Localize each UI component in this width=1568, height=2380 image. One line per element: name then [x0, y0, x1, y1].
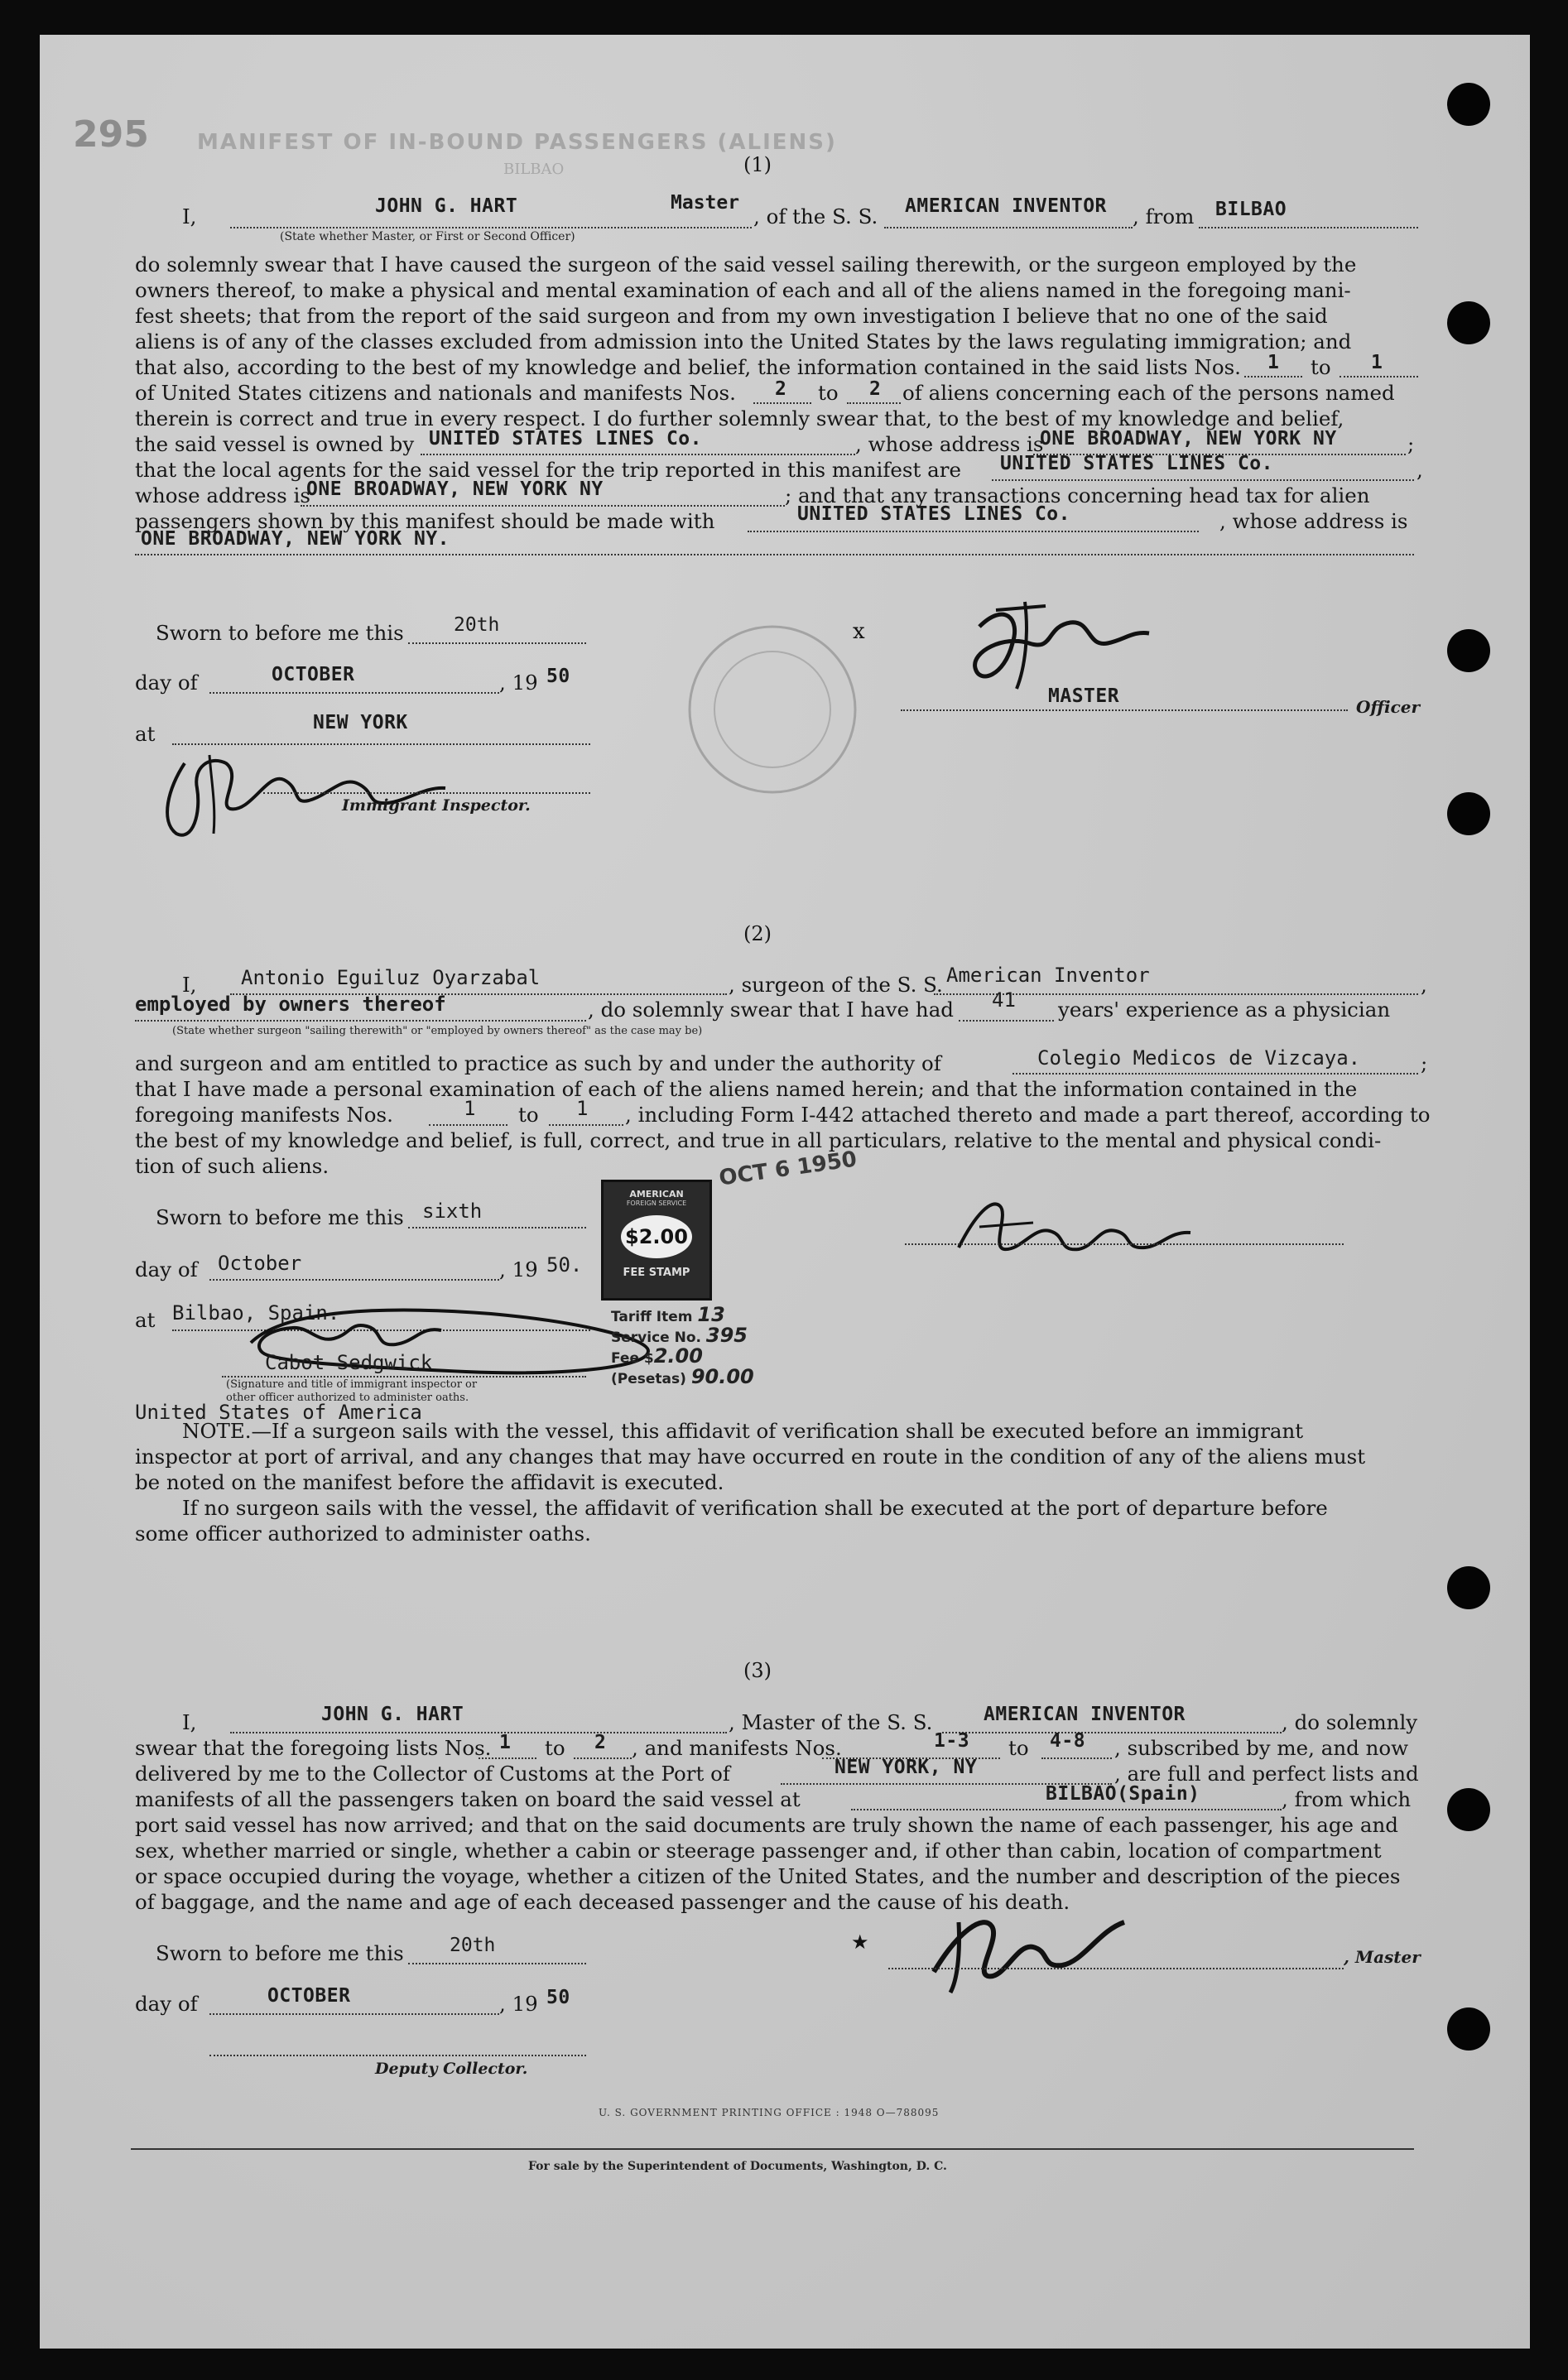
such-line: tion of such aliens. [135, 1154, 329, 1178]
head-tax-address-label: , whose address is [1219, 509, 1408, 533]
section-3-sworn-day: 20th [450, 1935, 496, 1956]
tariff-value: 13 [697, 1303, 725, 1326]
authority-line [1012, 1073, 1418, 1075]
section-3-and-manifests: , and manifests Nos. [632, 1736, 842, 1760]
years: 41 [992, 988, 1016, 1012]
section-3-year: 50 [546, 1987, 570, 2008]
exam-line: that I have made a personal examination of each of the aliens named herein; and that the information contained in the [135, 1077, 1358, 1101]
authority-text: and surgeon and am entitled to practice as such by and under the authority of [135, 1051, 941, 1075]
seal-impression [677, 614, 868, 805]
service-label: Service No. [611, 1329, 701, 1346]
agents-address-line [301, 505, 785, 507]
head-tax-agent-line [748, 531, 1199, 532]
section-3-vessel: AMERICAN INVENTOR [984, 1704, 1186, 1725]
section-3-swear-lists: swear that the foregoing lists Nos. [135, 1736, 492, 1760]
section-2-intro-I: I, [182, 973, 197, 997]
citizens-line-a: of United States citizens and nationals and manifests Nos. [135, 381, 736, 405]
section-1-line-1: do solemnly swear that I have caused the surgeon of the said vessel sailing therewith, or the surgeon employed by the [135, 252, 1357, 276]
fee-stamp [601, 1180, 712, 1301]
section-3-lists-to: 2 [594, 1732, 607, 1753]
swear-text: , do solemnly swear that I have had [588, 998, 954, 1022]
faint-page-number: 295 [73, 113, 149, 156]
section-3-line-a: port said vessel has now arrived; and that on the said documents are truly shown the name of each passenger, his age and [135, 1813, 1398, 1837]
section-3-embark-port: BILBAO(Spain) [1046, 1783, 1200, 1805]
section-3-delivered: delivered by me to the Collector of Customs at the Port of [135, 1762, 730, 1786]
section-1-line-5: that also, according to the best of my knowledge and belief, the information contained in the said lists Nos. [135, 355, 1241, 379]
from-port-line [1199, 227, 1418, 228]
from-port: BILBAO [1215, 199, 1287, 220]
of-the-ss-label: , of the S. S. [753, 204, 878, 228]
section-3-lists-from-line [479, 1757, 536, 1759]
section-2-at: at [135, 1308, 156, 1332]
section-3-solemnly: , do solemnly [1282, 1710, 1418, 1734]
section-2-number: (2) [743, 922, 772, 945]
agents-address-label: whose address is [135, 483, 310, 507]
official-line [222, 1376, 586, 1378]
head-tax-address: ONE BROADWAY, NEW YORK NY. [141, 528, 450, 550]
section-3-manifests-from: 1-3 [934, 1730, 970, 1752]
note-line-2: inspector at port of arrival, and any changes that may have occurred en route in the condition of any of the aliens must [135, 1445, 1366, 1469]
section-3-manifests-to-line [1041, 1757, 1112, 1759]
lists-to-line [1340, 376, 1418, 377]
inspector-line [263, 792, 590, 794]
lists-to-label: to [1311, 355, 1331, 379]
fee-label: Fee $ [611, 1350, 654, 1367]
section-3-line-c: or space occupied during the voyage, whether a citizen of the United States, and the number and description of the pieces [135, 1864, 1401, 1888]
binder-hole [1447, 301, 1490, 344]
service-value: 395 [705, 1324, 748, 1347]
tariff-block [611, 1305, 754, 1388]
manifests-to-line [847, 402, 901, 404]
binder-hole [1447, 1788, 1490, 1831]
section-1-sworn-day: 20th [454, 614, 500, 636]
vessel-line [884, 227, 1133, 228]
section-3-manifests-taken: manifests of all the passengers taken on board the said vessel at [135, 1787, 801, 1811]
section-3-year-prefix: , 19 [499, 1992, 538, 2016]
section-3-line-d: of baggage, and the name and age of each deceased passenger and the cause of his death. [135, 1890, 1070, 1914]
head-tax-text: ; and that any transactions concerning head tax for alien [785, 483, 1370, 507]
section-1-at: at [135, 722, 156, 746]
lists-from-line [1244, 376, 1302, 377]
note-line-1: NOTE.—If a surgeon sails with the vessel, this affidavit of verification shall be executed before an immigrant [182, 1419, 1304, 1443]
section-1-line-2: owners thereof, to make a physical and mental examination of each and all of the aliens named in the foregoing mani- [135, 278, 1351, 302]
best-line: the best of my knowledge and belief, is full, correct, and true in all particulars, relative to the mental and physical condi- [135, 1128, 1382, 1152]
section-3-master-line [888, 1968, 1344, 1969]
head-tax-address-line [135, 554, 1414, 555]
citizens-line-b: of aliens concerning each of the persons named [902, 381, 1395, 405]
official-hint-2: other officer authorized to administer oaths. [226, 1392, 469, 1404]
note-line-4: If no surgeon sails with the vessel, the affidavit of verification shall be executed at the port of departure before [182, 1496, 1328, 1520]
passengers-label: passengers shown by this manifest should be made with [135, 509, 715, 533]
pesetas-row [611, 1365, 754, 1388]
section-2-sworn-day: sixth [422, 1200, 483, 1223]
surgeon-name: Antonio Eguiluz Oyarzabal [241, 966, 541, 989]
section-2-sworn-day-line [408, 1227, 586, 1228]
section-3-master-of: , Master of the S. S. [729, 1710, 933, 1734]
authority: Colegio Medicos de Vizcaya. [1037, 1046, 1361, 1070]
employment-line [135, 1020, 586, 1022]
years-line [959, 1020, 1054, 1022]
section-1-month-line [209, 692, 499, 694]
manifests-from: 2 [775, 378, 787, 400]
employment: employed by owners thereof [135, 993, 446, 1016]
including-text: , including Form I-442 attached thereto and made a part thereof, according to [625, 1103, 1431, 1127]
from-label: , from [1133, 204, 1195, 228]
section-3-lists-to-label: to [545, 1736, 565, 1760]
section-3-sworn-label: Sworn to before me this [156, 1941, 404, 1965]
agents-line [992, 479, 1414, 481]
fee-stamp-bottom: FEE STAMP [623, 1267, 690, 1279]
inspector-label: Immigrant Inspector. [342, 796, 531, 815]
section-3-day-of: day of [135, 1992, 198, 2016]
section-3-master-label: , Master [1344, 1947, 1421, 1967]
section-2-day-of: day of [135, 1257, 198, 1281]
signature-x-mark: x [853, 619, 865, 644]
section-1-year: 50 [546, 666, 570, 687]
owner-name: UNITED STATES LINES Co. [429, 428, 702, 450]
section-1-line-4: aliens is of any of the classes excluded from admission into the United States by the laws regulating immigration; and [135, 329, 1352, 353]
section-3-month-line [209, 2013, 499, 2015]
manifests-to: 2 [869, 378, 882, 400]
years-text: years' experience as a physician [1058, 998, 1391, 1022]
section-1-sworn-day-line [408, 642, 586, 644]
section-3-intro-I: I, [182, 1710, 197, 1734]
lists-to: 1 [1371, 352, 1383, 373]
officer-line [901, 709, 1348, 711]
section-3-lists-to-line [574, 1757, 632, 1759]
section-1-place: NEW YORK [313, 712, 408, 733]
employment-hint: (State whether surgeon "sailing therewith" or "employed by owners thereof" as the case may be) [172, 1025, 703, 1037]
section-3-month: OCTOBER [267, 1985, 351, 2007]
printing-office: U. S. GOVERNMENT PRINTING OFFICE : 1948 O—788095 [599, 2107, 940, 2118]
section-3-manifests-to: 4-8 [1050, 1730, 1086, 1752]
for-sale-text: For sale by the Superintendent of Documents, Washington, D. C. [528, 2160, 947, 2173]
official-name: Cabot Sedgwick [265, 1351, 433, 1374]
fee-stamp-line-1: AMERICAN [629, 1189, 684, 1200]
section-1-intro-I: I, [182, 204, 197, 228]
section-1-year-prefix: , 19 [499, 671, 538, 695]
fee-stamp-line-2: FOREIGN SERVICE [626, 1200, 687, 1207]
surgeon-of-label: , surgeon of the S. S. [729, 973, 943, 997]
master-name: JOHN G. HART [375, 195, 518, 217]
section-3-master-line [230, 1732, 727, 1733]
owner-address-label: , whose address is [855, 432, 1044, 456]
master-role-hint: (State whether Master, or First or Second Officer) [280, 230, 575, 243]
section-2-vessel-comma: , [1421, 973, 1427, 997]
section-3-port: NEW YORK, NY [835, 1757, 978, 1778]
officer-label: Officer [1356, 697, 1421, 717]
head-tax-agent: UNITED STATES LINES Co. [797, 503, 1070, 525]
correct-line: therein is correct and true in every respect. I do further solemnly swear that, to the best of my knowledge and belief, [135, 406, 1344, 430]
pesetas-label: (Pesetas) [611, 1371, 686, 1387]
section-2-manifests-from: 1 [464, 1097, 476, 1120]
binder-hole [1447, 629, 1490, 672]
section-2-year: 50. [546, 1253, 583, 1277]
faint-header-port: BILBAO [503, 161, 565, 178]
deputy-collector-line [209, 2055, 586, 2056]
authority-semicolon: ; [1421, 1051, 1428, 1075]
surgeon-signature-line [905, 1243, 1344, 1245]
section-3-number: (3) [743, 1659, 772, 1682]
section-1-month: OCTOBER [272, 664, 355, 685]
manifests-from-line [753, 402, 811, 404]
section-2-year-prefix: , 19 [499, 1257, 538, 1281]
section-1-sworn-label: Sworn to before me this [156, 621, 404, 645]
section-3-embark-line [851, 1809, 1282, 1810]
agents-comma: , [1416, 458, 1423, 482]
surgeon-signature [942, 1181, 1215, 1272]
section-1-day-of: day of [135, 671, 198, 695]
section-2-manifests-to: 1 [576, 1097, 589, 1120]
manifest-page [40, 35, 1530, 2349]
manifests-to-label: to [818, 381, 839, 405]
official-hint-1: (Signature and title of immigrant inspector or [226, 1378, 478, 1391]
section-3-master-signature [909, 1897, 1157, 1997]
foregoing-label: foregoing manifests Nos. [135, 1103, 393, 1127]
section-3-subscribed: , subscribed by me, and now [1114, 1736, 1409, 1760]
section-3-star-mark: ★ [851, 1930, 869, 1954]
fee-value: 2.00 [653, 1344, 703, 1368]
section-3-master-name: JOHN G. HART [321, 1704, 464, 1725]
owner-line [421, 454, 855, 455]
section-3-from-which: , from which [1282, 1787, 1412, 1811]
note-line-3: be noted on the manifest before the affidavit is executed. [135, 1470, 724, 1494]
binder-hole [1447, 83, 1490, 126]
section-3-manifests-to-label: to [1008, 1736, 1029, 1760]
note-line-5: some officer authorized to administer oaths. [135, 1522, 591, 1546]
section-3-lists-from: 1 [499, 1732, 512, 1753]
section-2-to-label: to [518, 1103, 539, 1127]
faint-header-title: MANIFEST OF IN-BOUND PASSENGERS (ALIENS) [197, 130, 837, 155]
fee-stamp-value: $2.00 [621, 1215, 692, 1258]
master-signature [946, 585, 1162, 693]
binder-hole [1447, 792, 1490, 835]
section-3-vessel-line [942, 1732, 1282, 1733]
footer-rule [131, 2148, 1414, 2150]
owner-semicolon: ; [1407, 432, 1415, 456]
tariff-label: Tariff Item [611, 1309, 693, 1325]
signer-title: MASTER [1048, 685, 1120, 707]
owned-by-label: the said vessel is owned by [135, 432, 415, 456]
official-country: United States of America [135, 1401, 422, 1424]
pesetas-value: 90.00 [690, 1365, 754, 1388]
section-2-month: October [218, 1252, 302, 1275]
date-stamp: OCT 6 1950 [717, 1147, 859, 1191]
agents-address: ONE BROADWAY, NEW YORK NY [306, 478, 604, 500]
section-1-number: (1) [743, 153, 772, 176]
section-1-line-3: fest sheets; that from the report of the said surgeon and from my own investigation I believe that no one of the said [135, 304, 1328, 328]
section-2-from-line [429, 1124, 507, 1126]
section-2-vessel: American Inventor [946, 964, 1150, 987]
master-name-line [230, 227, 752, 228]
section-2-place: Bilbao, Spain. [172, 1301, 340, 1325]
agents-label: that the local agents for the said vessel for the trip reported in this manifest are [135, 458, 961, 482]
master-role: Master [671, 192, 740, 214]
deputy-collector-label: Deputy Collector. [375, 2060, 528, 2078]
section-3-full-lists: , are full and perfect lists and [1114, 1762, 1419, 1786]
owner-address: ONE BROADWAY, NEW YORK NY [1040, 428, 1337, 450]
vessel-name: AMERICAN INVENTOR [905, 195, 1107, 217]
section-3-sworn-day-line [408, 1963, 586, 1964]
section-2-to-line [549, 1124, 623, 1126]
lists-from: 1 [1267, 352, 1280, 373]
binder-hole [1447, 2007, 1490, 2051]
section-3-line-b: sex, whether married or single, whether a cabin or steerage passenger and, if other than cabin, location of compartment [135, 1839, 1382, 1863]
section-2-sworn-label: Sworn to before me this [156, 1205, 404, 1229]
section-2-month-line [209, 1279, 499, 1281]
binder-hole [1447, 1566, 1490, 1609]
agents-name: UNITED STATES LINES Co. [1000, 453, 1273, 474]
